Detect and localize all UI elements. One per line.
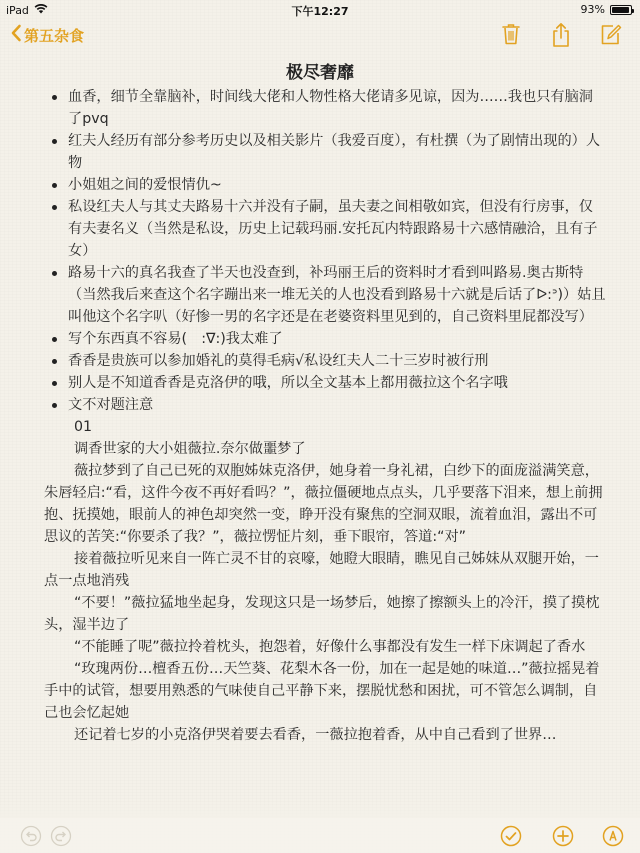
paragraph: 还记着七岁的小克洛伊哭着要去看香，一薇拉抱着香，从中自己看到了世界…	[74, 727, 557, 743]
list-item: 路易十六的真名我查了半天也没查到，补玛丽王后的资料时才看到叫路易.奥古斯特（当然我后来查这个名字蹦出来一堆无关的人也没看到路易十六就是后话了ᐅ:ᐣ)）姑且叫他这个名字叭（好惨一男的名字还是在老婆资料里见到的，自己资料里屁都没写）	[0, 262, 640, 328]
redo-icon[interactable]	[50, 825, 72, 847]
nav-bar	[0, 20, 640, 52]
note-body[interactable]	[0, 60, 640, 746]
add-icon[interactable]	[552, 825, 574, 847]
trash-icon[interactable]	[501, 22, 521, 50]
list-item: 血香，细节全靠脑补，时间线大佬和人物性格大佬请多见谅，因为……我也只有脑洞了pvq	[0, 86, 640, 130]
battery-percent: 93%	[580, 3, 605, 16]
note-title: 极尽奢靡	[286, 63, 354, 83]
clock: 下午12:27	[291, 5, 349, 18]
status-bar	[0, 0, 640, 20]
list-item: 别人是不知道香香是克洛伊的哦，所以全文基本上都用薇拉这个名字哦	[0, 372, 640, 394]
chapter-number: 01	[74, 419, 93, 435]
checklist-icon[interactable]	[500, 825, 522, 847]
list-item: 红夫人经历有部分参考历史以及相关影片（我爱百度），有杜撰（为了剧情出现的）人物	[0, 130, 640, 174]
list-item: 小姐姐之间的爱恨情仇~	[0, 174, 640, 196]
back-label: 第五杂食	[24, 26, 85, 45]
paragraph: 接着薇拉听见来自一阵亡灵不甘的哀嚎，她瞪大眼睛，瞧见自己姊妹从双腿开始，一点一点地消残	[44, 551, 599, 589]
list-item: 写个东西真不容易( :∇:)我太难了	[0, 328, 640, 350]
device-label: iPad	[6, 3, 29, 17]
paragraph: 薇拉梦到了自己已死的双胞姊妹克洛伊，她身着一身礼裙，白纱下的面庞溢满笑意，朱唇轻启:“看，这件今夜不再好看吗？”，薇拉僵硬地点点头，几乎要落下泪来，想上前拥抱、抚摸她，眼前人的神色却突然一变，睁开没有聚焦的空洞双眼，流着血泪，露出不可思议的苦笑:“你要杀了我？”，薇拉愣怔片刻，垂下眼帘，答道:“对”	[44, 463, 603, 545]
bottom-toolbar	[0, 818, 640, 853]
chevron-left-icon	[10, 24, 24, 46]
paragraph: “不能睡了呢”薇拉拎着枕头，抱怨着，好像什么事都没有发生一样下床调起了香水	[74, 639, 586, 655]
paragraph: “玫瑰两份…檀香五份…天竺葵、花梨木各一份，加在一起是她的味道…”薇拉摇晃着手中的试管，想要用熟悉的气味使自己平静下来，摆脱忧愁和困扰，可不管怎么调制，自己也会忆起她	[44, 661, 600, 721]
list-item: 文不对题注意	[0, 394, 640, 416]
markup-icon[interactable]	[602, 825, 624, 847]
compose-icon[interactable]	[600, 22, 622, 50]
list-item: 私设红夫人与其丈夫路易十六并没有子嗣，虽夫妻之间相敬如宾，但没有行房事，仅有夫妻名义（当然是私设，历史上记载玛丽.安托瓦内特跟路易十六感情融洽，且有子女）	[0, 196, 640, 262]
paragraph: “不要！”薇拉猛地坐起身，发现这只是一场梦后，她擦了擦额头上的冷汗，摸了摸枕头，湿半边了	[44, 595, 600, 633]
scroll-fade	[0, 800, 640, 820]
undo-icon[interactable]	[20, 825, 42, 847]
note-list	[0, 86, 640, 416]
battery-icon	[610, 5, 632, 15]
paragraph: 调香世家的大小姐薇拉.奈尔做噩梦了	[74, 441, 306, 457]
list-item: 香香是贵族可以参加婚礼的莫得毛病√私设红夫人二十三岁时被行刑	[0, 350, 640, 372]
back-button[interactable]	[10, 24, 84, 46]
share-icon[interactable]	[551, 22, 571, 52]
